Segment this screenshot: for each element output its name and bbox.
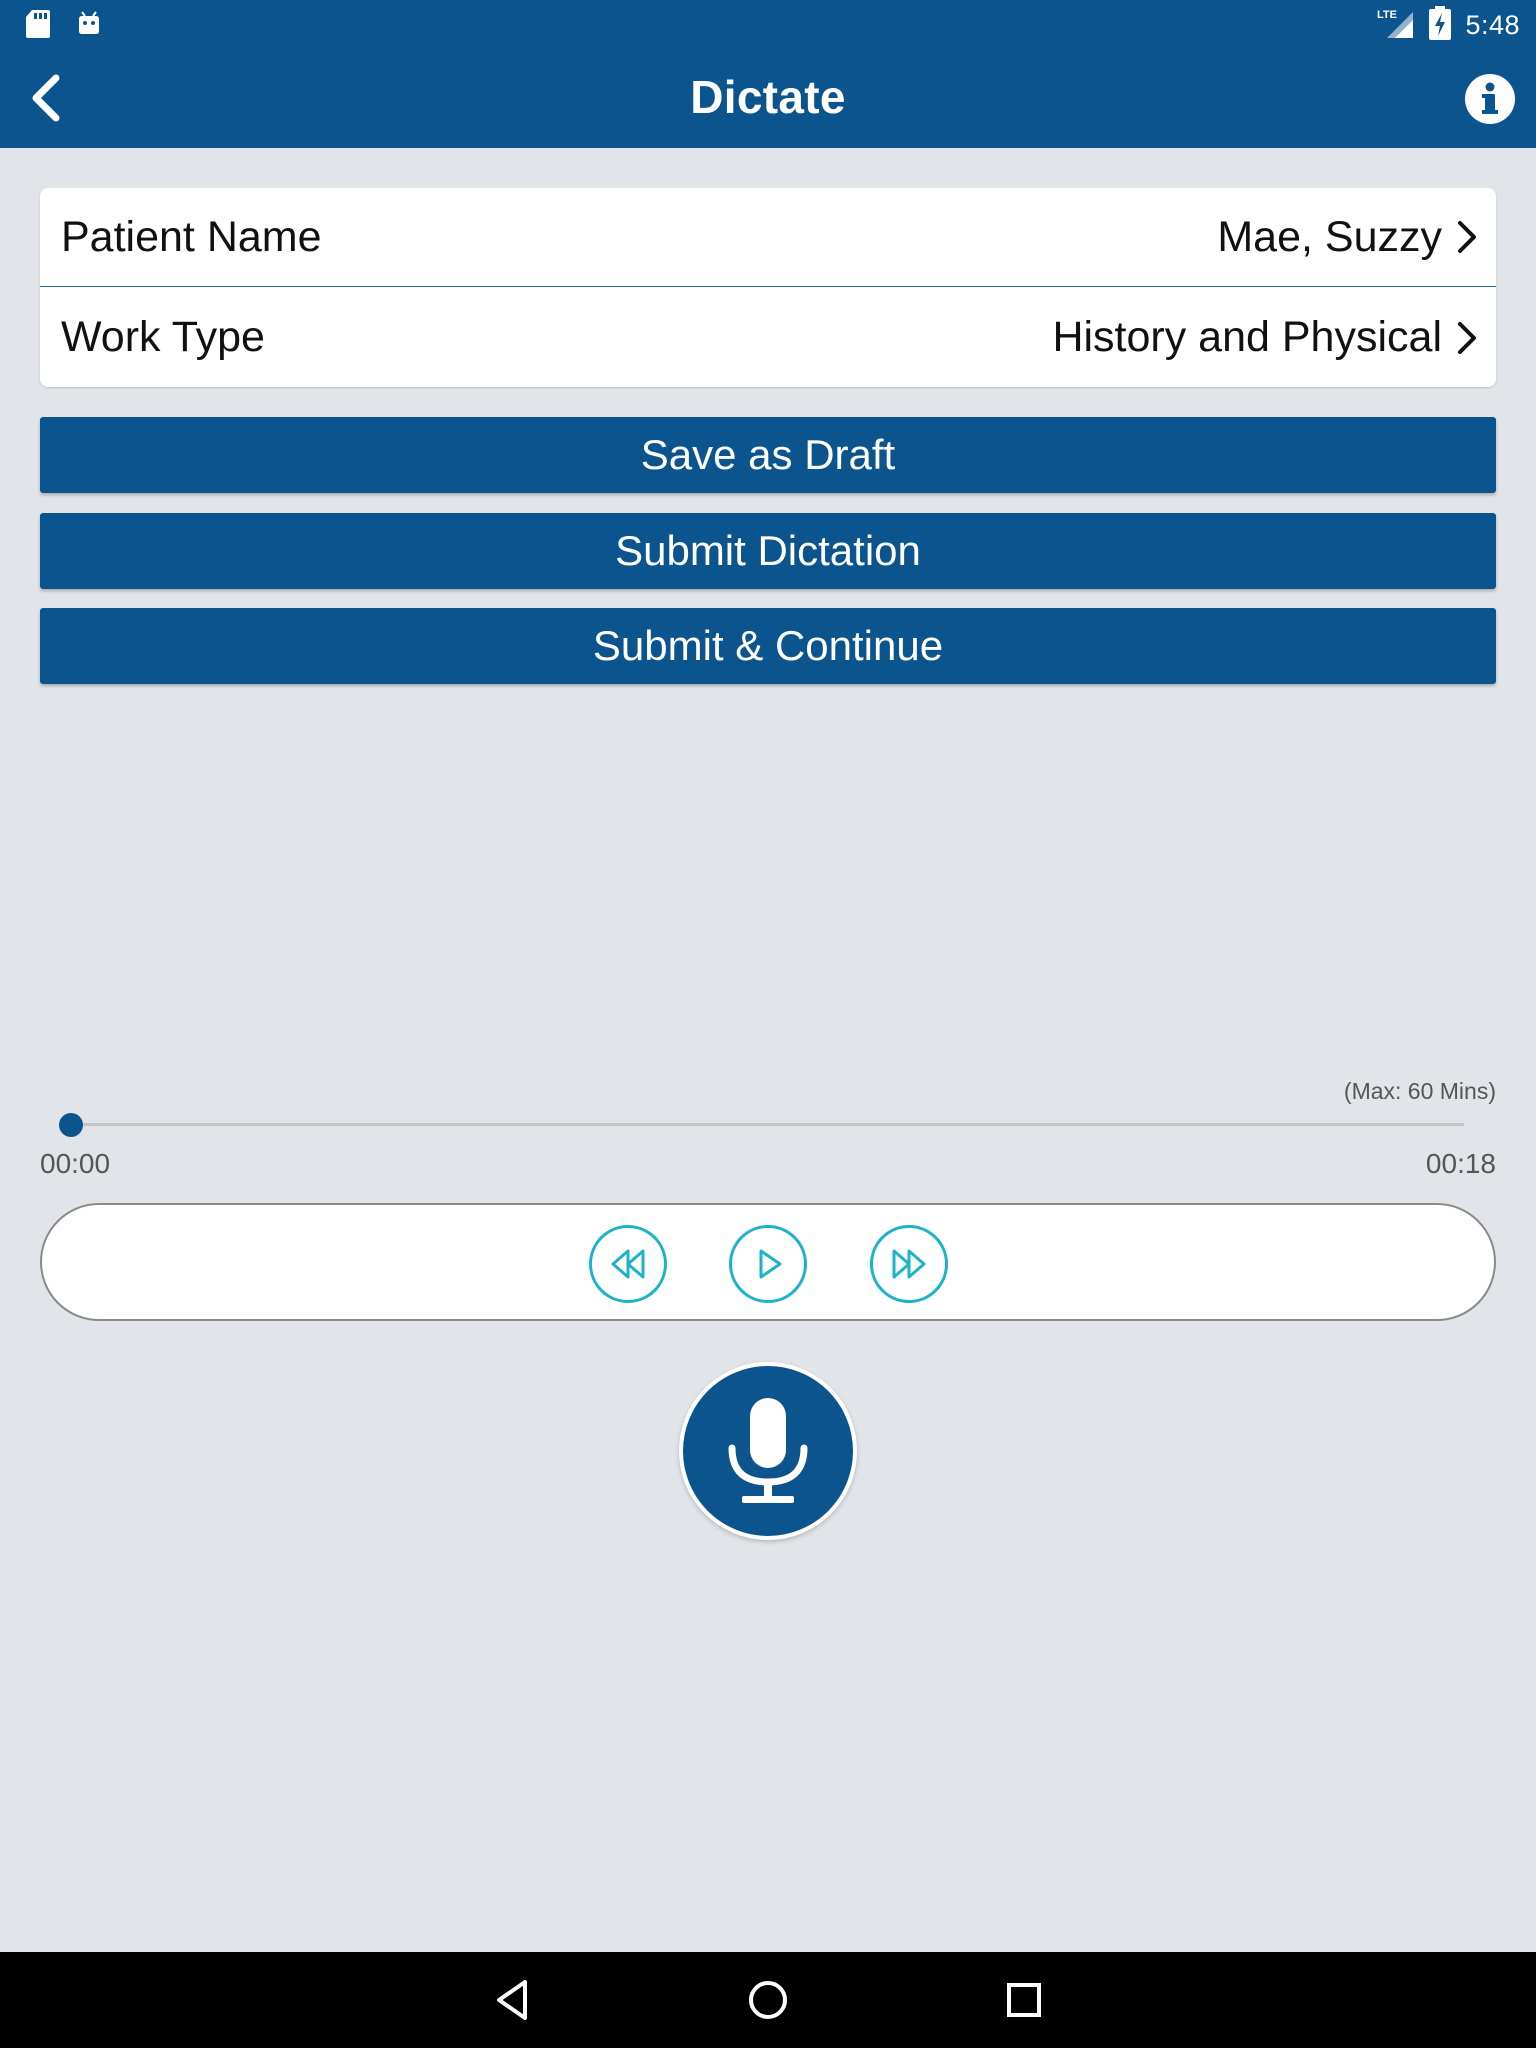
total-duration: 00:18 <box>1425 1148 1496 1179</box>
save-draft-button[interactable]: Save as Draft <box>40 417 1496 493</box>
info-icon <box>1464 73 1516 125</box>
playback-controls <box>40 1203 1496 1321</box>
submit-continue-button[interactable]: Submit & Continue <box>40 608 1496 684</box>
status-bar-right <box>1377 6 1520 45</box>
status-bar <box>0 0 1536 48</box>
fast-forward-icon <box>869 1224 949 1304</box>
page-title: Dictate <box>690 71 846 123</box>
nav-home-button[interactable] <box>742 1974 794 2026</box>
fast-forward-button[interactable] <box>869 1224 949 1304</box>
patient-name-label: Patient Name <box>61 212 322 261</box>
nav-recent-icon <box>998 1974 1050 2026</box>
microphone-icon <box>726 1396 810 1508</box>
progress-track[interactable] <box>70 1123 1464 1126</box>
nav-recent-button[interactable] <box>998 1974 1050 2026</box>
status-bar-left <box>26 10 102 43</box>
battery-charging-icon <box>1429 6 1451 45</box>
submit-dictation-button[interactable]: Submit Dictation <box>40 513 1496 589</box>
nav-back-icon <box>487 1974 539 2026</box>
work-type-row[interactable] <box>40 288 1496 387</box>
rewind-icon <box>588 1224 668 1304</box>
lte-signal-icon <box>1377 6 1415 45</box>
status-time: 5:48 <box>1465 10 1520 40</box>
nav-back-button[interactable] <box>487 1974 539 2026</box>
chevron-right-icon <box>1454 217 1480 257</box>
play-button[interactable] <box>728 1224 808 1304</box>
record-button[interactable] <box>679 1362 857 1540</box>
sd-card-icon <box>26 10 50 43</box>
system-nav-bar <box>0 1952 1536 2048</box>
work-type-value: History and Physical <box>1052 313 1442 361</box>
current-time: 00:00 <box>40 1148 111 1179</box>
info-button[interactable] <box>1464 73 1516 125</box>
play-icon <box>728 1224 808 1304</box>
max-duration-label: (Max: 60 Mins) <box>1343 1078 1496 1104</box>
patient-name-row[interactable] <box>40 188 1496 287</box>
progress-thumb[interactable] <box>59 1113 83 1137</box>
app-bar <box>0 48 1536 148</box>
patient-name-value: Mae, Suzzy <box>1217 212 1442 261</box>
rewind-button[interactable] <box>588 1224 668 1304</box>
chevron-right-icon <box>1454 318 1480 358</box>
android-icon <box>76 11 102 42</box>
nav-home-icon <box>742 1974 794 2026</box>
dictation-details-card <box>40 188 1496 387</box>
network-label: LTE <box>1377 9 1398 21</box>
work-type-label: Work Type <box>61 313 265 361</box>
